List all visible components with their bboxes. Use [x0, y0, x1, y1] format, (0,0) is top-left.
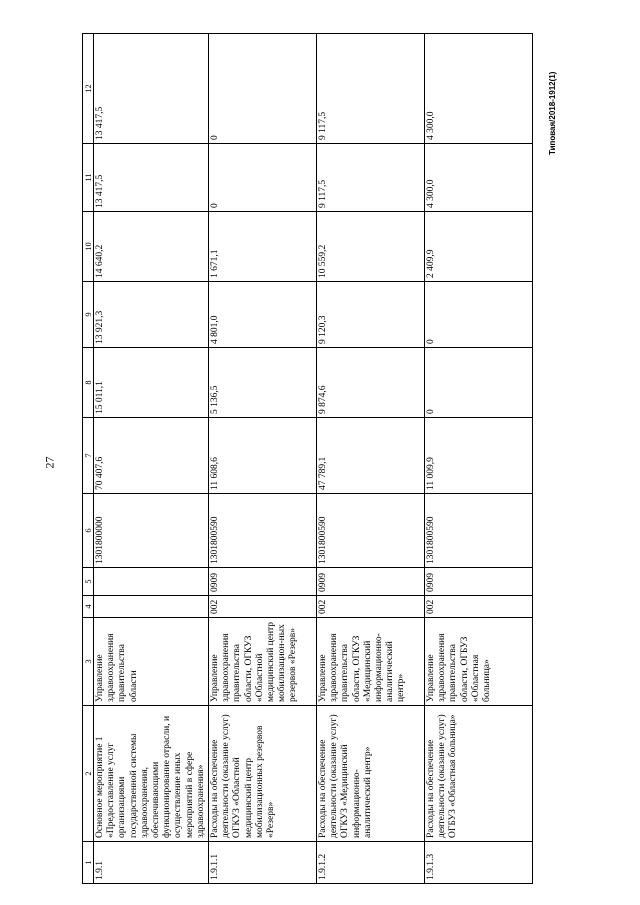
row-value: 15 011,1	[94, 348, 209, 418]
row-total: 47 789,1	[317, 418, 425, 494]
col-header: 10	[83, 212, 94, 282]
col-header: 2	[83, 706, 94, 842]
row-value: 4 300,0	[425, 144, 533, 212]
row-section: 0909	[209, 568, 317, 596]
row-value: 0	[209, 144, 317, 212]
row-section: 0909	[317, 568, 425, 596]
row-executor: Управление здравоохранения правительства области, ОГКУЗ «Медицинский информационно-аналитический центр»	[317, 618, 425, 706]
row-executor: Управление здравоохранения правительства области, ОГКУЗ «Областной медицинский центр мобилизацион-ных резервов «Резерв»	[209, 618, 317, 706]
col-header: 11	[83, 144, 94, 212]
page-number: 27	[42, 456, 57, 469]
row-total: 70 407,6	[94, 418, 209, 494]
row-target-code: 1301800590	[425, 494, 533, 568]
row-description: Расходы на обеспечение деятельности (оказание услуг) ОГБУЗ «Областная больница»	[425, 706, 533, 842]
col-header: 7	[83, 418, 94, 494]
budget-table	[82, 33, 533, 884]
row-description: Основное мероприятие 1 «Предоставление услуг организациями государственной системы здравоохранения, обеспечивающими функционирование отрасли, и осуществление иных мероприятий в сфере здравоохранения»	[94, 706, 209, 842]
row-grbs: 002	[317, 596, 425, 618]
row-executor: Управление здравоохранения правительства области, ОГБУЗ «Областная больница»	[425, 618, 533, 706]
table-row	[94, 34, 209, 884]
row-value: 4 801,0	[209, 282, 317, 348]
row-grbs: 002	[209, 596, 317, 618]
row-value: 14 640,2	[94, 212, 209, 282]
row-code: 1.9.1	[94, 842, 209, 884]
rotated-table-container	[82, 34, 542, 884]
row-description: Расходы на обеспечение деятельности (оказание услуг) ОГКУЗ «Областной медицинский центр мобилизационных резервов «Резерв»	[209, 706, 317, 842]
row-section: 0909	[425, 568, 533, 596]
row-target-code: 1301800000	[94, 494, 209, 568]
row-executor: Управление здравоохранения правительства области	[94, 618, 209, 706]
row-total: 11 009,9	[425, 418, 533, 494]
row-target-code: 1301800590	[209, 494, 317, 568]
table-row	[317, 34, 425, 884]
col-header: 4	[83, 596, 94, 618]
row-code: 1.9.1.3	[425, 842, 533, 884]
row-value: 9 117,5	[317, 34, 425, 144]
table-row	[425, 34, 533, 884]
col-header: 1	[83, 842, 94, 884]
row-value: 5 136,5	[209, 348, 317, 418]
header-row	[83, 34, 94, 884]
col-header: 3	[83, 618, 94, 706]
col-header: 6	[83, 494, 94, 568]
document-code: Типовая/2018-1912(1)	[548, 71, 557, 155]
row-value: 13 417,5	[94, 34, 209, 144]
row-total: 11 608,6	[209, 418, 317, 494]
row-value: 13 417,5	[94, 144, 209, 212]
row-grbs: 002	[425, 596, 533, 618]
col-header: 12	[83, 34, 94, 144]
row-code: 1.9.1.2	[317, 842, 425, 884]
col-header: 9	[83, 282, 94, 348]
row-target-code: 1301800590	[317, 494, 425, 568]
row-value: 9 874,6	[317, 348, 425, 418]
row-value: 0	[425, 348, 533, 418]
row-value: 2 409,9	[425, 212, 533, 282]
col-header: 8	[83, 348, 94, 418]
row-value: 4 300,0	[425, 34, 533, 144]
row-value: 13 921,3	[94, 282, 209, 348]
row-value: 9 117,5	[317, 144, 425, 212]
row-value: 9 120,3	[317, 282, 425, 348]
row-value: 1 671,1	[209, 212, 317, 282]
row-value: 10 559,2	[317, 212, 425, 282]
row-description: Расходы на обеспечение деятельности (оказание услуг) ОГКУЗ «Медицинский информационно-аналитический центр»	[317, 706, 425, 842]
row-value: 0	[425, 282, 533, 348]
row-code: 1.9.1.1	[209, 842, 317, 884]
col-header: 5	[83, 568, 94, 596]
row-grbs	[94, 596, 209, 618]
row-value: 0	[209, 34, 317, 144]
row-section	[94, 568, 209, 596]
table-row	[209, 34, 317, 884]
